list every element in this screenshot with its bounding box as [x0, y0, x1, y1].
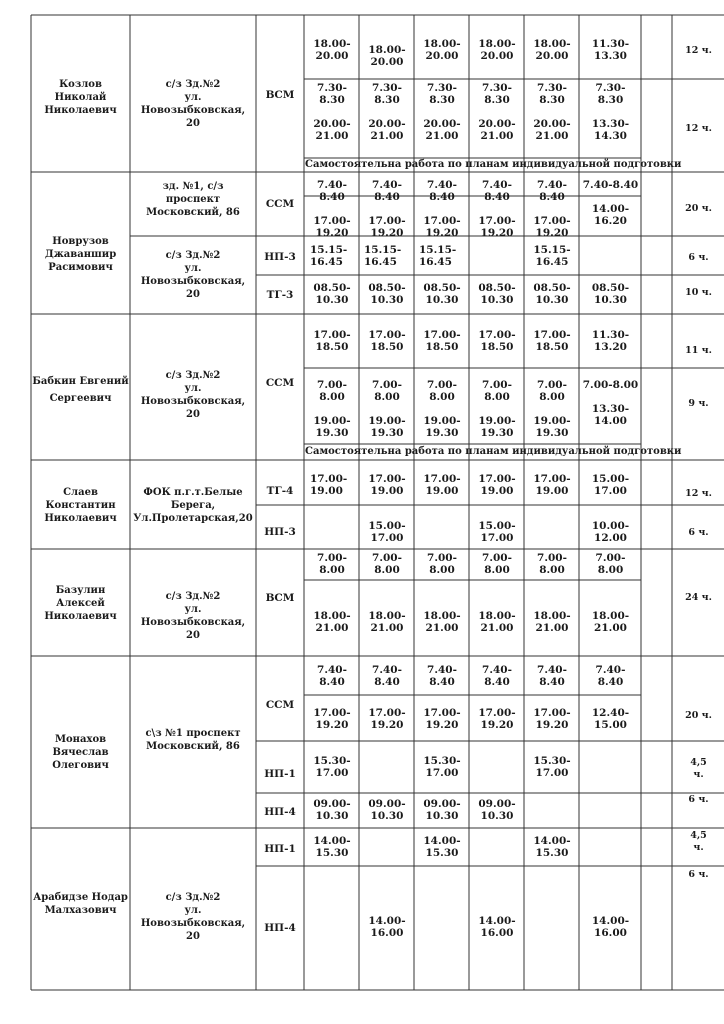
- time-cell: 7.00-8.00 19.00- 19.30: [423, 379, 461, 439]
- time-cell: 18.00- 20.00: [313, 38, 351, 62]
- hours-cell: 4,5 ч.: [690, 830, 707, 853]
- time-cell: 08.50- 10.30: [533, 282, 571, 306]
- time-cell: 11.30- 13.20: [591, 329, 630, 353]
- time-cell: 17.00- 19.20: [313, 707, 351, 731]
- time-cell: 08.50- 10.30: [368, 282, 406, 306]
- hours-cell: 6 ч.: [688, 252, 709, 263]
- hours-cell: 6 ч.: [688, 527, 709, 538]
- time-cell: 17.00- 18.50: [423, 329, 461, 353]
- time-cell: 7.00- 8.00: [372, 552, 402, 576]
- time-cell: 15.00- 17.00: [591, 473, 630, 497]
- hours-cell: 24 ч.: [685, 592, 712, 603]
- location: с/з Зд.№2 ул. Новозыбковская, 20: [140, 892, 246, 942]
- time-cell: 18.00- 21.00: [533, 610, 571, 634]
- time-cell: 18.00- 20.00: [368, 44, 406, 68]
- time-cell: 7.40-8.40 17.00- 19.20: [368, 179, 406, 239]
- time-cell: 7.30- 8.30 20.00- 21.00: [478, 82, 516, 142]
- time-cell: 17.00- 19.00: [533, 473, 571, 497]
- time-cell: 7.40- 8.40: [537, 664, 567, 688]
- time-cell: 17.00- 19.00: [368, 473, 406, 497]
- time-cell: 15.15- 16.45: [364, 244, 402, 268]
- group-label: НП-4: [264, 922, 296, 934]
- group-label: ТГ-3: [266, 289, 294, 301]
- time-cell: 7.40-8.40 17.00- 19.20: [533, 179, 571, 239]
- group-label: ССМ: [265, 377, 295, 389]
- time-cell: 7.00-8.00 19.00- 19.30: [368, 379, 406, 439]
- time-cell: 17.00- 19.20: [368, 707, 406, 731]
- time-cell: 7.00-8.00 19.00- 19.30: [533, 379, 571, 439]
- time-cell: 18.00- 21.00: [423, 610, 461, 634]
- time-cell: 09.00- 10.30: [478, 798, 516, 822]
- time-cell: 7.40- 8.40: [372, 664, 402, 688]
- time-cell: 15.30- 17.00: [533, 755, 571, 779]
- group-label: ВСМ: [265, 89, 295, 101]
- location: ФОК п.г.т.Белые Берега, Ул.Пролетарская,20: [133, 487, 253, 524]
- time-cell: 09.00- 10.30: [368, 798, 406, 822]
- self-study-note: Самостоятельна работа по планам индивидуальной подготовки: [305, 446, 682, 457]
- time-cell: 15.00- 17.00: [478, 520, 516, 544]
- location: с/з Зд.№2 ул. Новозыбковская, 20: [140, 250, 246, 300]
- time-cell: 14.00- 16.00: [368, 915, 406, 939]
- time-cell: 17.00- 18.50: [533, 329, 571, 353]
- location: с/з Зд.№2 ул. Новозыбковская, 20: [140, 79, 246, 129]
- group-label: ТГ-4: [266, 485, 294, 497]
- coach-name: Слаев Константин Николаевич: [44, 487, 117, 524]
- time-cell: 17.00- 18.50: [368, 329, 406, 353]
- time-cell: 18.00- 20.00: [533, 38, 571, 62]
- time-cell: 09.00- 10.30: [423, 798, 461, 822]
- time-cell: 17.00- 19.00: [423, 473, 461, 497]
- time-cell: 15.30- 17.00: [423, 755, 461, 779]
- hours-cell: 20 ч.: [685, 710, 712, 721]
- time-cell: 18.00- 21.00: [313, 610, 351, 634]
- location: с\з №1 проспект Московский, 86: [145, 728, 241, 752]
- time-cell: 09.00- 10.30: [313, 798, 351, 822]
- group-label: ССМ: [265, 699, 295, 711]
- group-label: НП-3: [264, 526, 296, 538]
- time-cell: 14.00- 15.30: [533, 835, 571, 859]
- hours-cell: 12 ч.: [685, 123, 712, 134]
- hours-cell: 10 ч.: [685, 287, 712, 298]
- group-label: НП-1: [264, 768, 296, 780]
- time-cell: 17.00- 19.20: [533, 707, 571, 731]
- time-cell: 7.00- 8.00: [317, 552, 347, 576]
- time-cell: 15.00- 17.00: [368, 520, 406, 544]
- time-cell: 7.00- 8.00: [595, 552, 626, 576]
- time-cell: 7.40-8.40 17.00- 19.20: [313, 179, 351, 239]
- group-label: ССМ: [265, 198, 295, 210]
- time-cell: 17.00- 18.50: [478, 329, 516, 353]
- hours-cell: 6 ч.: [688, 794, 709, 805]
- time-cell: 18.00- 21.00: [478, 610, 516, 634]
- hours-cell: 20 ч.: [685, 203, 712, 214]
- time-cell: 7.40-8.40 14.00- 16.20: [582, 179, 639, 227]
- time-cell: 15.30- 17.00: [313, 755, 351, 779]
- time-cell: 7.00-8.00 13.30- 14.00: [582, 379, 639, 427]
- time-cell: 7.30- 8.30 20.00- 21.00: [313, 82, 351, 142]
- group-label: НП-1: [264, 843, 296, 855]
- time-cell: 7.30- 8.30 20.00- 21.00: [423, 82, 461, 142]
- time-cell: 12.40- 15.00: [591, 707, 630, 731]
- time-cell: 11.30- 13.30: [591, 38, 630, 62]
- coach-name: Бабкин Евгений Сергеевич: [32, 376, 129, 404]
- time-cell: 15.15- 16.45: [533, 244, 571, 268]
- time-cell: 7.00- 8.00: [537, 552, 567, 576]
- time-cell: 17.00- 19.00: [310, 473, 348, 497]
- time-cell: 08.50- 10.30: [313, 282, 351, 306]
- self-study-note: Самостоятельна работа по планам индивидуальной подготовки: [305, 159, 682, 170]
- time-cell: 18.00- 21.00: [591, 610, 630, 634]
- hours-cell: 4,5 ч.: [690, 757, 707, 780]
- hours-cell: 12 ч.: [685, 488, 712, 499]
- time-cell: 17.00- 18.50: [313, 329, 351, 353]
- time-cell: 08.50- 10.30: [591, 282, 630, 306]
- time-cell: 10.00- 12.00: [591, 520, 630, 544]
- time-cell: 14.00- 15.30: [313, 835, 351, 859]
- time-cell: 7.40- 8.40: [595, 664, 626, 688]
- time-cell: 7.40- 8.40: [427, 664, 457, 688]
- time-cell: 08.50- 10.30: [478, 282, 516, 306]
- time-cell: 14.00- 16.00: [591, 915, 630, 939]
- time-cell: 7.40-8.40 17.00- 19.20: [478, 179, 516, 239]
- location: зд. №1, с/з проспект Московский, 86: [146, 181, 240, 218]
- time-cell: 7.40-8.40 17.00- 19.20: [423, 179, 461, 239]
- coach-name: Монахов Вячеслав Олегович: [52, 734, 109, 771]
- time-cell: 7.00-8.00 19.00- 19.30: [313, 379, 351, 439]
- time-cell: 7.40- 8.40: [482, 664, 512, 688]
- location: с/з Зд.№2 ул. Новозыбковская, 20: [140, 591, 246, 641]
- time-cell: 7.00- 8.00: [427, 552, 457, 576]
- time-cell: 17.00- 19.00: [478, 473, 516, 497]
- group-label: НП-4: [264, 806, 296, 818]
- location: с/з Зд.№2 ул. Новозыбковская, 20: [140, 370, 246, 420]
- coach-name: Арабидзе Нодар Малхазович: [33, 892, 128, 916]
- hours-cell: 9 ч.: [688, 398, 709, 409]
- time-cell: 18.00- 21.00: [368, 610, 406, 634]
- time-cell: 17.00- 19.20: [423, 707, 461, 731]
- time-cell: 7.00- 8.00: [482, 552, 512, 576]
- time-cell: 14.00- 16.00: [478, 915, 516, 939]
- hours-cell: 6 ч.: [688, 869, 709, 880]
- time-cell: 7.00-8.00 19.00- 19.30: [478, 379, 516, 439]
- time-cell: 18.00- 20.00: [423, 38, 461, 62]
- time-cell: 7.30- 8.30 20.00- 21.00: [533, 82, 571, 142]
- group-label: ВСМ: [265, 592, 295, 604]
- time-cell: 17.00- 19.20: [478, 707, 516, 731]
- time-cell: 15.15- 16.45: [419, 244, 457, 268]
- hours-cell: 11 ч.: [685, 345, 712, 356]
- time-cell: 08.50- 10.30: [423, 282, 461, 306]
- time-cell: 15.15- 16.45: [310, 244, 348, 268]
- time-cell: 7.30- 8.30 20.00- 21.00: [368, 82, 406, 142]
- time-cell: 7.40- 8.40: [317, 664, 347, 688]
- time-cell: 14.00- 15.30: [423, 835, 461, 859]
- time-cell: 7.30- 8.30 13.30- 14.30: [591, 82, 630, 142]
- coach-name: Базулин Алексей Николаевич: [44, 585, 117, 622]
- coach-name: Козлов Николай Николаевич: [44, 79, 117, 116]
- hours-cell: 12 ч.: [685, 45, 712, 56]
- coach-name: Новрузов Джаваншир Расимович: [44, 236, 117, 273]
- time-cell: 18.00- 20.00: [478, 38, 516, 62]
- group-label: НП-3: [264, 251, 296, 263]
